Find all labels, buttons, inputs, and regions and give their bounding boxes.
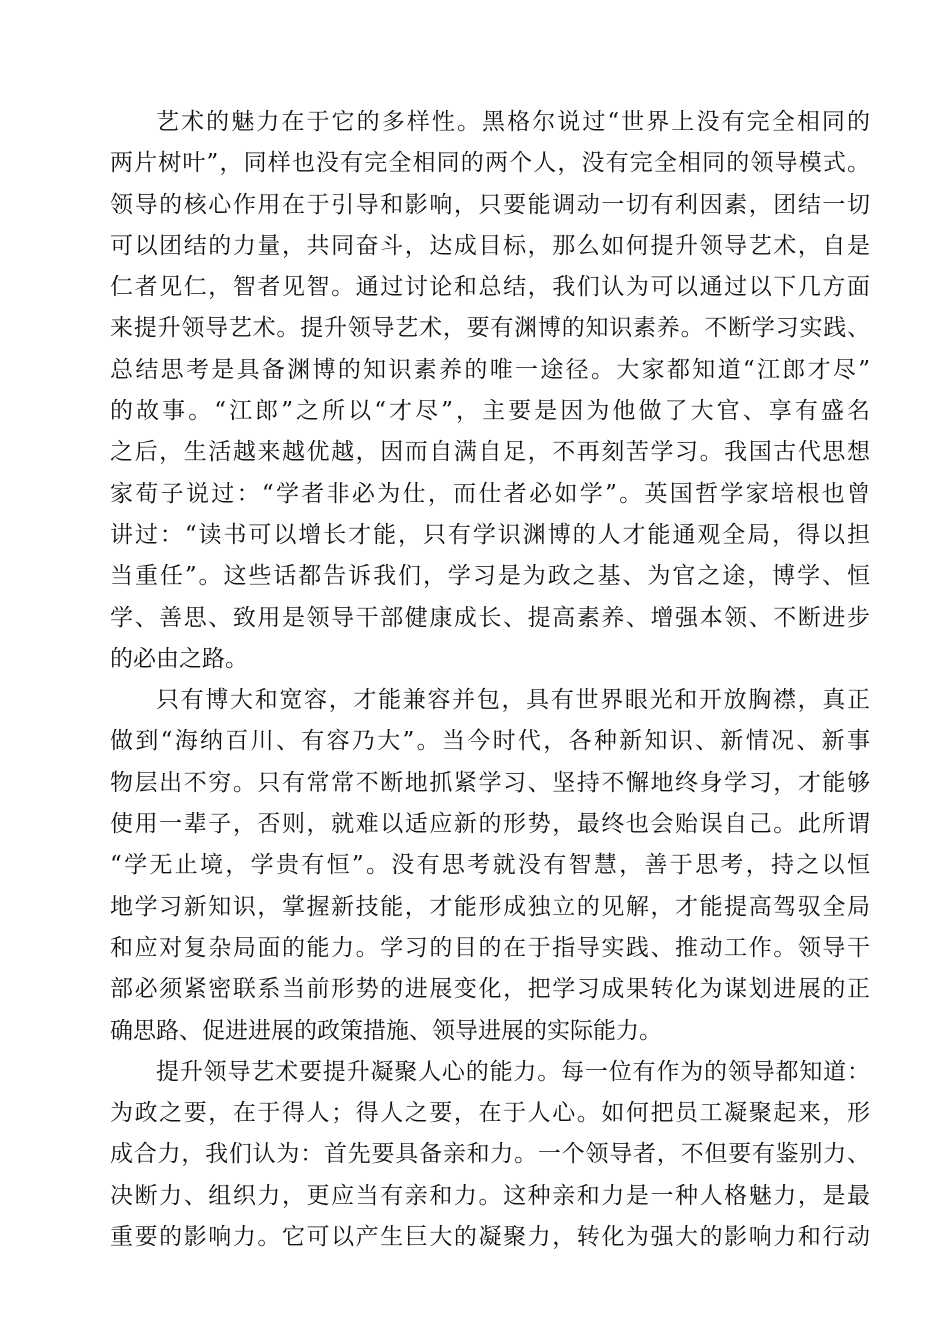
paragraph-2-line-3: 物层出不穷。只有常常不断地抓紧学习、坚持不懈地终身学习，才能够 xyxy=(110,769,870,796)
paragraph-1-line-6: 来提升领导艺术。提升领导艺术，要有渊博的知识素养。不断学习实践、 xyxy=(110,315,870,342)
paragraph-2-line-8: 部必须紧密联系当前形势的进展变化，把学习成果转化为谋划进展的正 xyxy=(110,976,870,1003)
paragraph-2-line-2: 做到“海纳百川、有容乃大”。当今时代，各种新知识、新情况、新事 xyxy=(110,728,870,755)
paragraph-1-line-5: 仁者见仁，智者见智。通过讨论和总结，我们认为可以通过以下几方面 xyxy=(110,274,870,301)
paragraph-1-line-1: 艺术的魅力在于它的多样性。黑格尔说过“世界上没有完全相同的 xyxy=(156,109,870,135)
paragraph-2-line-9: 确思路、促进进展的政策措施、领导进展的实际能力。 xyxy=(110,1017,662,1044)
paragraph-1-line-11: 讲过：“读书可以增长才能，只有学识渊博的人才能通观全局，得以担 xyxy=(110,521,870,548)
paragraph-1-line-3: 领导的核心作用在于引导和影响，只要能调动一切有利因素，团结一切 xyxy=(110,191,870,218)
paragraph-1-line-13: 学、善思、致用是领导干部健康成长、提高素养、增强本领、不断进步 xyxy=(110,604,870,631)
paragraph-3-line-1: 提升领导艺术要提升凝聚人心的能力。每一位有作为的领导都知道： xyxy=(156,1058,870,1085)
paragraph-2-line-7: 和应对复杂局面的能力。学习的目的在于指导实践、推动工作。领导干 xyxy=(110,934,870,961)
paragraph-1-line-12: 当重任”。这些话都告诉我们，学习是为政之基、为官之途，博学、恒 xyxy=(110,563,870,590)
paragraph-1-line-4: 可以团结的力量，共同奋斗，达成目标，那么如何提升领导艺术，自是 xyxy=(110,232,870,259)
paragraph-1-line-9: 之后，生活越来越优越，因而自满自足，不再刻苦学习。我国古代思想 xyxy=(110,439,870,466)
paragraph-3-line-3: 成合力，我们认为：首先要具备亲和力。一个领导者，不但要有鉴别力、 xyxy=(110,1141,870,1168)
paragraph-2-line-6: 地学习新知识，掌握新技能，才能形成独立的见解，才能提高驾驭全局 xyxy=(110,893,870,920)
paragraph-2-line-5: “学无止境，学贵有恒”。没有思考就没有智慧，善于思考，持之以恒 xyxy=(110,852,870,879)
paragraph-3-line-2: 为政之要，在于得人；得人之要，在于人心。如何把员工凝聚起来，形 xyxy=(110,1100,870,1127)
paragraph-1-line-8: 的故事。“江郎”之所以“才尽”，主要是因为他做了大官、享有盛名 xyxy=(110,398,870,425)
paragraph-2-line-4: 使用一辈子，否则，就难以适应新的形势，最终也会贻误自己。此所谓 xyxy=(110,811,870,838)
paragraph-1-line-2: 两片树叶”，同样也没有完全相同的两个人，没有完全相同的领导模式。 xyxy=(110,150,870,177)
paragraph-3-line-5: 重要的影响力。它可以产生巨大的凝聚力，转化为强大的影响力和行动 xyxy=(110,1224,870,1251)
paragraph-3-line-4: 决断力、组织力，更应当有亲和力。这种亲和力是一种人格魅力，是最 xyxy=(110,1182,870,1209)
paragraph-2-line-1: 只有博大和宽容，才能兼容并包，具有世界眼光和开放胸襟，真正 xyxy=(156,687,870,714)
paragraph-1-line-14: 的必由之路。 xyxy=(110,645,248,672)
document-body xyxy=(110,102,870,1258)
paragraph-1-line-10: 家荀子说过：“学者非必为仕，而仕者必如学”。英国哲学家培根也曾 xyxy=(110,480,870,507)
paragraph-1-line-7: 总结思考是具备渊博的知识素养的唯一途径。大家都知道“江郎才尽” xyxy=(110,356,870,383)
